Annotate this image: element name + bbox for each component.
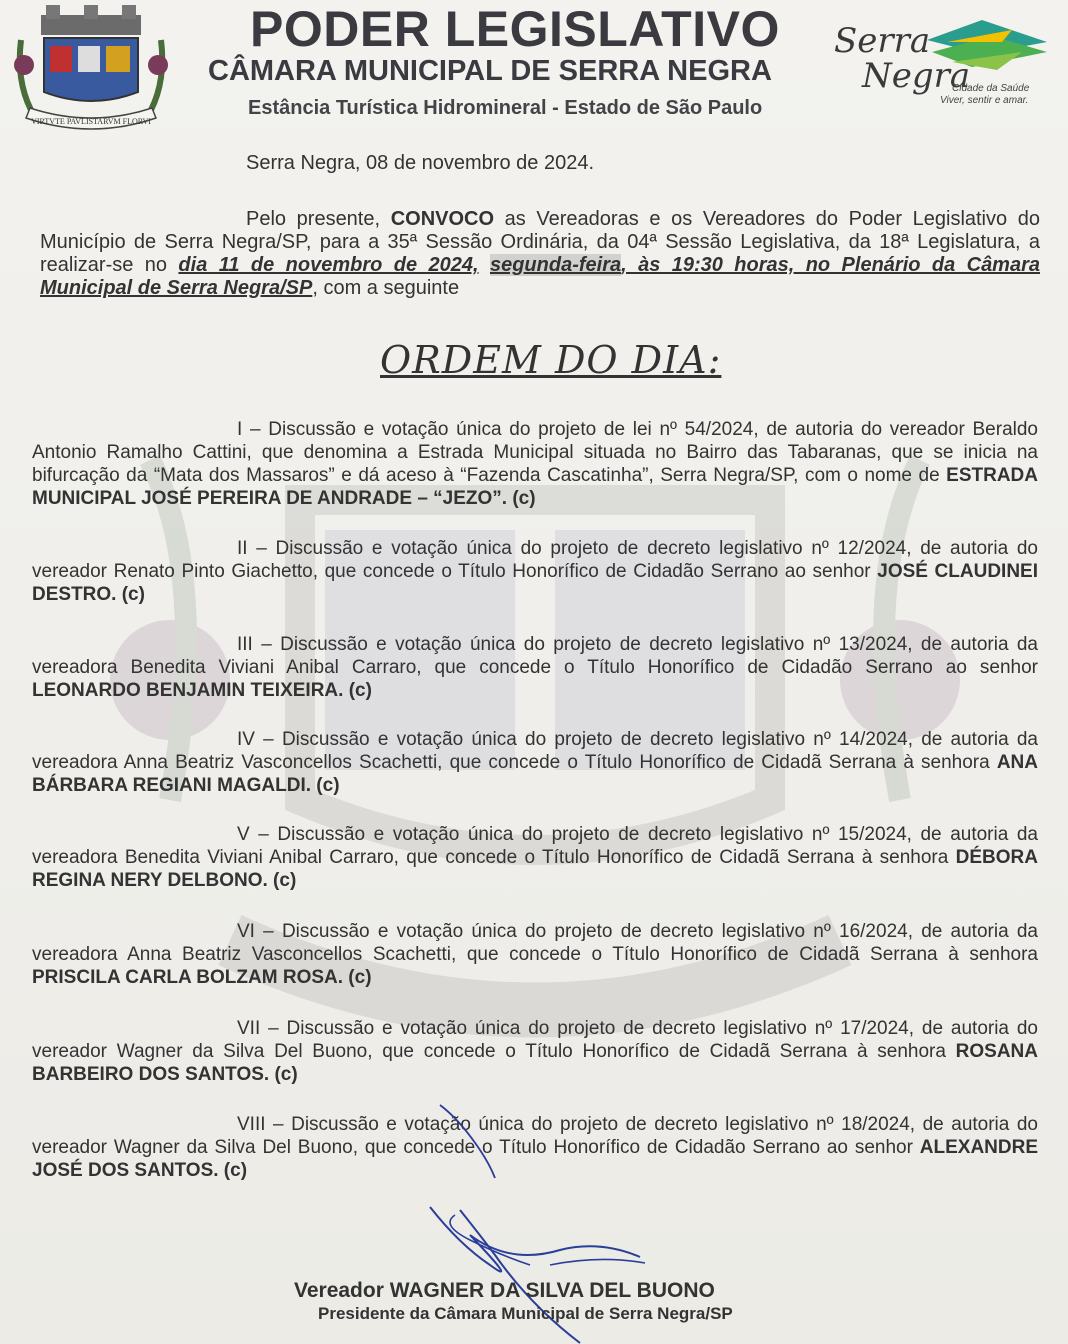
item-honoree: JOSÉ CLAUDINEI DESTRO. (32, 561, 1038, 605)
logo-word-2: Negra (862, 56, 971, 96)
item-suffix: . (c) (501, 488, 536, 509)
item-text: – Discussão e votação única do projeto de decreto legislativo nº 12/2024, de autoria do vereador Renato Pinto Giachetto, que concede o Título Honorífico de Cidadão Serrano ao senhor (32, 538, 1038, 582)
item-numeral: V (237, 824, 250, 845)
item-numeral: VIII (237, 1114, 266, 1135)
intro-space (479, 254, 490, 276)
item-honoree: ROSANA BARBEIRO DOS SANTOS. (32, 1041, 1038, 1085)
city-crest (6, 0, 176, 145)
logo-word-1: Serra (834, 21, 931, 61)
logo-tagline-1: Cidade da Saúde (952, 83, 1030, 94)
item-text: – Discussão e votação única do projeto de decreto legislativo nº 15/2024, de autoria da vereadora Benedita Viviani Anibal Carraro, que concede o Título Honorífico de Cidadã Serrana à senhora (32, 824, 1038, 868)
item-honoree: PRISCILA CARLA BOLZAM ROSA. (32, 967, 344, 988)
crest-motto: VIRTVTE PAVLISTARVM FLORVI (31, 117, 151, 126)
item-suffix: (c) (343, 967, 372, 988)
chamber-subtitle: Estância Turística Hidromineral - Estado de São Paulo (248, 97, 763, 119)
item-numeral: IV (237, 729, 255, 750)
logo-tagline-2: Viver, sentir e amar. (940, 95, 1029, 106)
item-suffix: (c) (218, 1160, 248, 1181)
item-honoree: ALEXANDRE JOSÉ DOS SANTOS. (32, 1137, 1038, 1181)
intro-date: dia 11 de novembro de 2024, (178, 254, 479, 276)
item-honoree: ANA BÁRBARA REGIANI MAGALDI. (32, 752, 1038, 796)
agenda-item (32, 823, 1038, 892)
intro-mid: as Vereadoras e os Vereadores do Poder Legislativo do Município de Serra Negra/SP, para a 35ª Sessão Ordinária, da 04ª Sessão Legislativa, da 18ª Legislatura, a realizar-se no (40, 208, 1041, 276)
item-suffix: (c) (343, 680, 372, 701)
item-suffix: (c) (116, 584, 145, 605)
agenda-item (32, 1017, 1038, 1086)
signature-stroke (380, 1100, 520, 1180)
chamber-name: CÂMARA MUNICIPAL DE SERRA NEGRA (208, 55, 772, 87)
item-suffix: (c) (267, 870, 297, 891)
agenda-item (32, 920, 1038, 989)
item-text: – Discussão e votação única do projeto de decreto legislativo nº 14/2024, de autoria da vereadora Anna Beatriz Vasconcellos Scachetti, que concede o Título Honorífico de Cidadã Serrana à senhora (32, 729, 1038, 773)
item-text: – Discussão e votação única do projeto de decreto legislativo nº 13/2024, de autoria da vereadora Benedita Viviani Anibal Carraro, que concede o Título Honorífico de Cidadão Serrano ao senhor (32, 634, 1038, 678)
item-text: – Discussão e votação única do projeto de decreto legislativo nº 18/2024, de autoria do vereador Wagner da Silva Del Buono, que concede o Título Honorífico de Cidadão Serrano ao senhor (32, 1114, 1038, 1158)
intro-pre: Pelo presente, (246, 208, 391, 230)
item-text: – Discussão e votação única do projeto de lei nº 54/2024, de autoria do vereador Beraldo Antonio Ramalho Cattini, que denomina a Estrada Municipal situada no Bairro das Tabaranas, que se inicia na bifurcação da “Mata dos Massaros” e dá aceso à “Fazenda Cascatinha”, Serra Negra/SP, com o nome de (32, 419, 1038, 486)
item-honoree: DÉBORA REGINA NERY DELBONO. (32, 847, 1038, 891)
convocation-paragraph (40, 208, 1040, 300)
item-suffix: (c) (311, 775, 340, 796)
item-honoree: ESTRADA MUNICIPAL JOSÉ PEREIRA DE ANDRADE – “JEZO” (32, 465, 1038, 509)
agenda-item (32, 633, 1038, 702)
item-numeral: VI (237, 921, 255, 942)
agenda-item (32, 537, 1038, 606)
intro-convoco: CONVOCO (390, 208, 495, 230)
item-numeral: II (237, 538, 248, 559)
agenda-item (32, 418, 1038, 510)
agenda-item (32, 728, 1038, 797)
intro-time: , às 19:30 horas, no Plenário da Câmara Municipal de Serra Negra/SP (40, 254, 1040, 299)
item-text: – Discussão e votação única do projeto de decreto legislativo nº 16/2024, de autoria da vereadora Anna Beatriz Vasconcellos Scachetti, que concede o Título Honorífico de Cidadã Serrana à senhora (32, 921, 1038, 965)
signatory-role: Presidente da Câmara Municipal de Serra Negra/SP (318, 1304, 733, 1323)
signatory-name: Vereador WAGNER DA SILVA DEL BUONO (294, 1279, 715, 1302)
intro-post: , com a seguinte (312, 277, 460, 299)
item-text: – Discussão e votação única do projeto de decreto legislativo nº 17/2024, de autoria do vereador Wagner da Silva Del Buono, que concede o Título Honorífico de Cidadã Serrana à senhora (32, 1018, 1038, 1062)
dateline: Serra Negra, 08 de novembro de 2024. (246, 152, 594, 174)
ordem-do-dia-heading: ORDEM DO DIA: (380, 338, 722, 382)
page-title: PODER LEGISLATIVO (250, 1, 780, 57)
item-numeral: I (237, 419, 243, 440)
item-suffix: (c) (269, 1064, 298, 1085)
agenda-item (32, 1113, 1038, 1182)
item-honoree: LEONARDO BENJAMIN TEIXEIRA. (32, 680, 344, 701)
item-numeral: III (237, 634, 253, 655)
intro-day: segunda-feira (489, 254, 622, 276)
item-numeral: VII (237, 1018, 261, 1039)
